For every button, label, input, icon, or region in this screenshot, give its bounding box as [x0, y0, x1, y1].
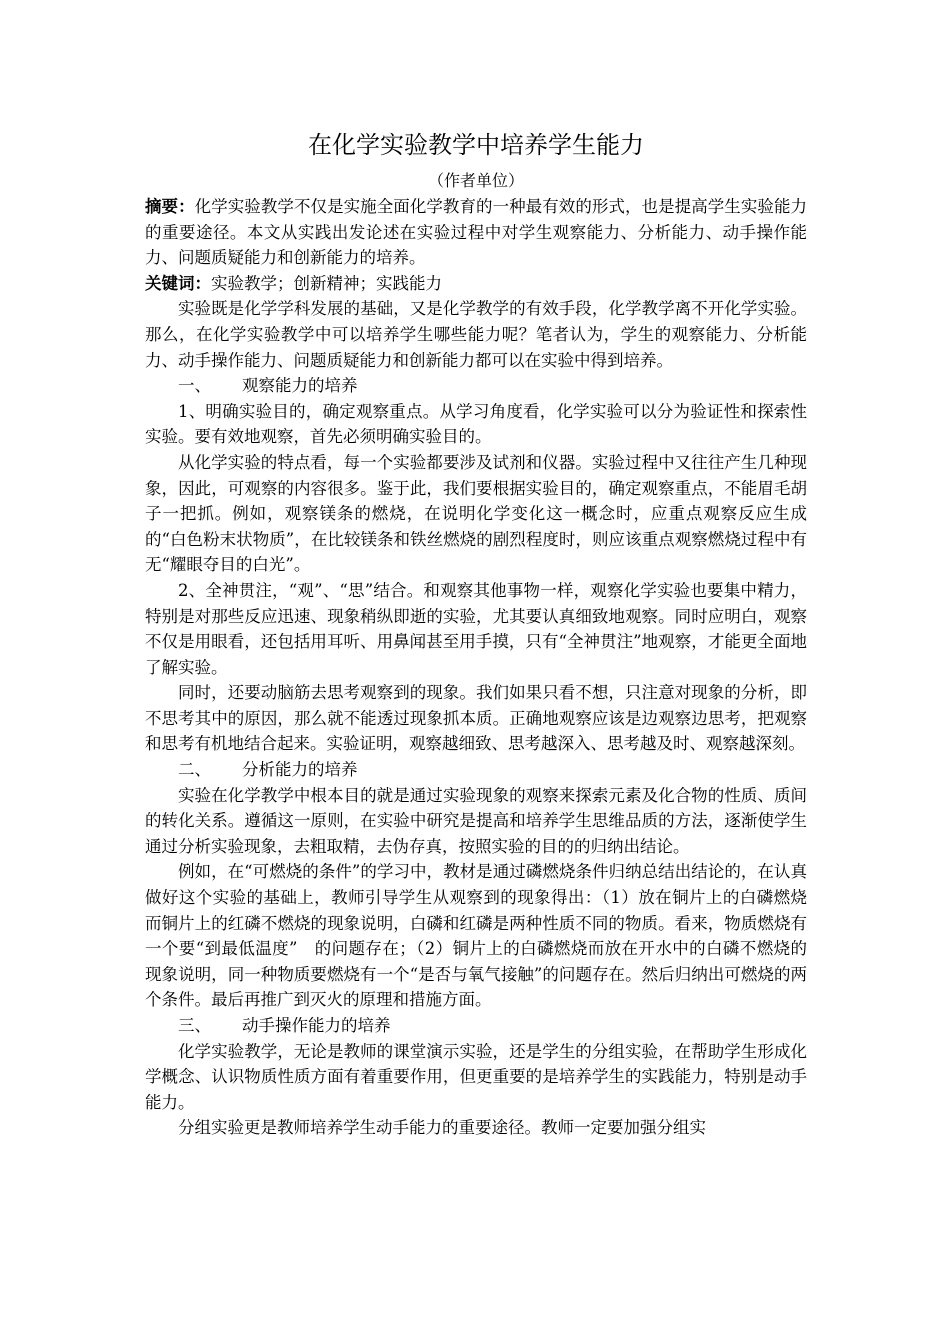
document-page: [145, 128, 807, 1141]
section-title: 分析能力的培养: [242, 760, 358, 780]
body-paragraph: 同时，还要动脑筋去思考观察到的现象。我们如果只看不想，只注意对现象的分析，即不思考其中的原因，那么就不能透过现象抓本质。正确地观察应该是边观察边思考，把观察和思考有机地结合起来。实验证明，观察越细致、思考越深入、思考越及时、观察越深刻。: [145, 683, 807, 754]
section-number: 三、: [178, 1016, 211, 1035]
section-heading: [145, 1013, 807, 1039]
body-paragraph: 1、明确实验目的，确定观察重点。从学习角度看，化学实验可以分为验证性和探索性实验。要有效地观察，首先必须明确实验目的。: [145, 401, 807, 447]
abstract: [145, 194, 807, 271]
body-paragraph: 从化学实验的特点看，每一个实验都要涉及试剂和仪器。实验过程中又往往产生几种现象，因此，可观察的内容很多。鉴于此，我们要根据实验目的，确定观察重点，不能眉毛胡子一把抓。例如，观察镁条的燃烧，在说明化学变化这一概念时，应重点观察反应生成的“白色粉末状物质”，在比较镁条和铁丝燃烧的剧烈程度时，则应该重点观察燃烧过程中有无“耀眼夺目的白光”。: [145, 452, 807, 575]
section-number: 二、: [178, 760, 211, 780]
author-affiliation: （作者单位）: [427, 171, 524, 190]
keywords-text: 实验教学；创新精神；实践能力: [211, 273, 442, 293]
section-heading: [145, 757, 807, 783]
intro-paragraph: 实验既是化学学科发展的基础，又是化学教学的有效手段，化学教学离不开化学实验。那么，在化学实验教学中可以培养学生哪些能力呢？笔者认为，学生的观察能力、分析能力、动手操作能力、问题质疑能力和创新能力都可以在实验中得到培养。: [145, 299, 807, 370]
body-paragraph: 2、全神贯注，“观”、“思”结合。和观察其他事物一样，观察化学实验也要集中精力，特别是对那些反应迅速、现象稍纵即逝的实验，尤其要认真细致地观察。同时应明白，观察不仅是用眼看，还包括用耳听、用鼻闻甚至用手摸，只有“全神贯注”地观察，才能更全面地了解实验。: [145, 580, 807, 677]
section-number: 一、: [178, 376, 211, 396]
body-paragraph: 化学实验教学，无论是教师的课堂演示实验，还是学生的分组实验，在帮助学生形成化学概念、认识物质性质方面有着重要作用，但更重要的是培养学生的实践能力，特别是动手能力。: [145, 1041, 807, 1112]
body-paragraph: 例如，在“可燃烧的条件”的学习中，教材是通过磷燃烧条件归纳总结出结论的，在认真做好这个实验的基础上，教师引导学生从观察到的现象得出：（1）放在铜片上的白磷燃烧而铜片上的红磷不燃烧的现象说明，白磷和红磷是两种性质不同的物质。看来，物质燃烧有一个要“到最低温度” 的问题存在；（2）铜片上的白磷燃烧而放在开水中的白磷不燃烧的现象说明，同一种物质要燃烧有一个“是否与氧气接触”的问题存在。然后归纳出可燃烧的两个条件。最后再推广到灭火的原理和措施方面。: [145, 862, 807, 1010]
body-paragraph: 实验在化学教学中根本目的就是通过实验现象的观察来探索元素及化合物的性质、质间的转化关系。遵循这一原则，在实验中研究是提高和培养学生思维品质的方法，逐渐使学生通过分析实验现象，去粗取精，去伪存真，按照实验的目的的归纳出结论。: [145, 785, 807, 856]
abstract-text: 化学实验教学不仅是实施全面化学教育的一种最有效的形式，也是提高学生实验能力的重要途径。本文从实践出发论述在实验过程中对学生观察能力、分析能力、动手操作能力、问题质疑能力和创新能力的培养。: [145, 197, 808, 268]
keywords-label: 关键词：: [145, 273, 211, 293]
section-title: 动手操作能力的培养: [242, 1016, 391, 1035]
keywords: [145, 271, 807, 297]
section-title: 观察能力的培养: [242, 376, 358, 396]
abstract-label: 摘要：: [145, 197, 195, 216]
document-title: 在化学实验教学中培养学生能力: [308, 131, 644, 159]
section-heading: [145, 373, 807, 399]
body-paragraph: 分组实验更是教师培养学生动手能力的重要途径。教师一定要加强分组实: [178, 1118, 706, 1138]
